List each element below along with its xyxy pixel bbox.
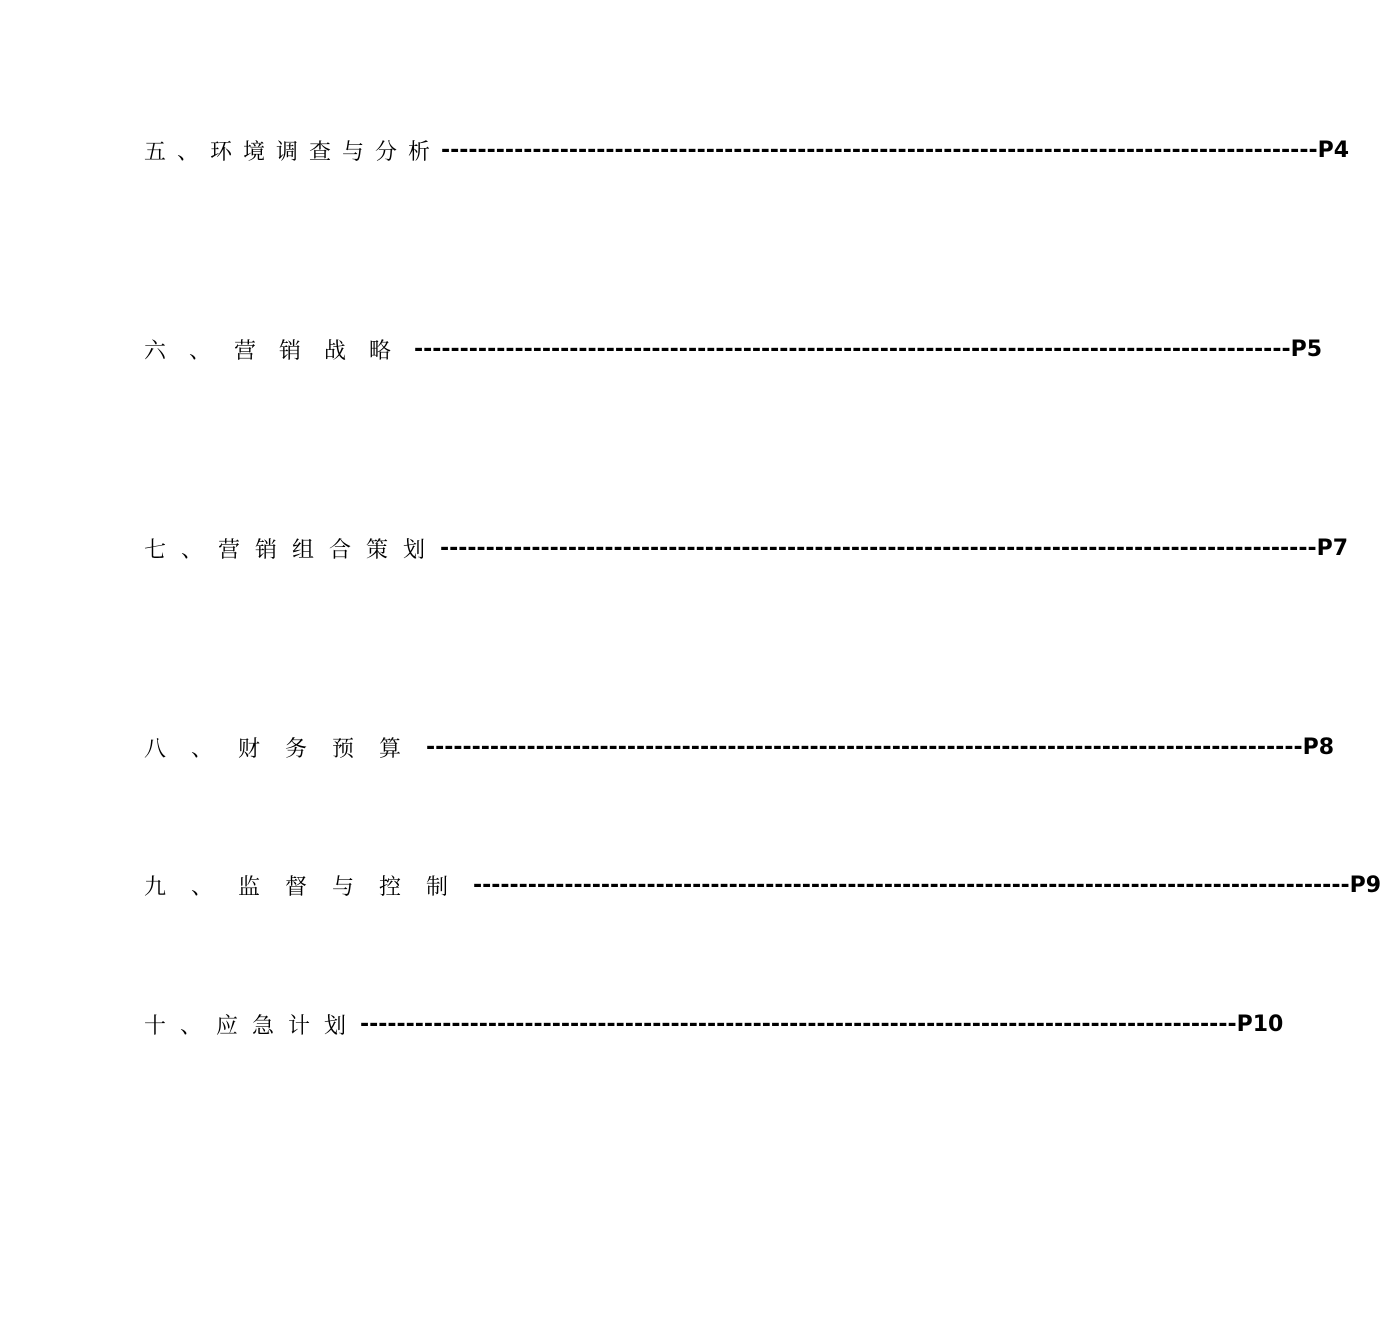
toc-page-number: P7 (1316, 535, 1349, 561)
toc-page-number: P9 (1349, 872, 1381, 898)
toc-entry-10[interactable] (144, 1008, 1284, 1040)
toc-entry-6[interactable] (144, 333, 1323, 365)
toc-entry-title: 九、监督与控制 (144, 874, 474, 900)
toc-entry-7[interactable] (144, 532, 1349, 564)
toc-dot-leader: ------------------------------------------------------------------------------------------------ (441, 137, 1318, 163)
toc-entry-title: 十、应急计划 (144, 1013, 361, 1039)
toc-dot-leader: ------------------------------------------------------------------------------------------------ (360, 1011, 1237, 1037)
toc-dot-leader: ------------------------------------------------------------------------------------------------ (440, 535, 1317, 561)
toc-entry-5[interactable] (144, 134, 1350, 166)
toc-page-number: P4 (1317, 137, 1350, 163)
toc-entry-title: 六、营销战略 (144, 338, 415, 364)
toc-page-number: P8 (1302, 734, 1335, 760)
toc-page-number: P10 (1236, 1011, 1284, 1037)
toc-dot-leader: ------------------------------------------------------------------------------------------------ (473, 872, 1350, 898)
toc-dot-leader: ------------------------------------------------------------------------------------------------ (414, 336, 1291, 362)
toc-entry-title: 七、营销组合策划 (144, 537, 441, 563)
toc-entry-title: 八、财务预算 (144, 736, 427, 762)
toc-entry-8[interactable] (144, 731, 1335, 763)
toc-page-number: P5 (1290, 336, 1323, 362)
toc-entry-9[interactable] (144, 869, 1381, 901)
toc-dot-leader: ------------------------------------------------------------------------------------------------ (426, 734, 1303, 760)
toc-entry-title: 五、环境调查与分析 (144, 139, 442, 165)
